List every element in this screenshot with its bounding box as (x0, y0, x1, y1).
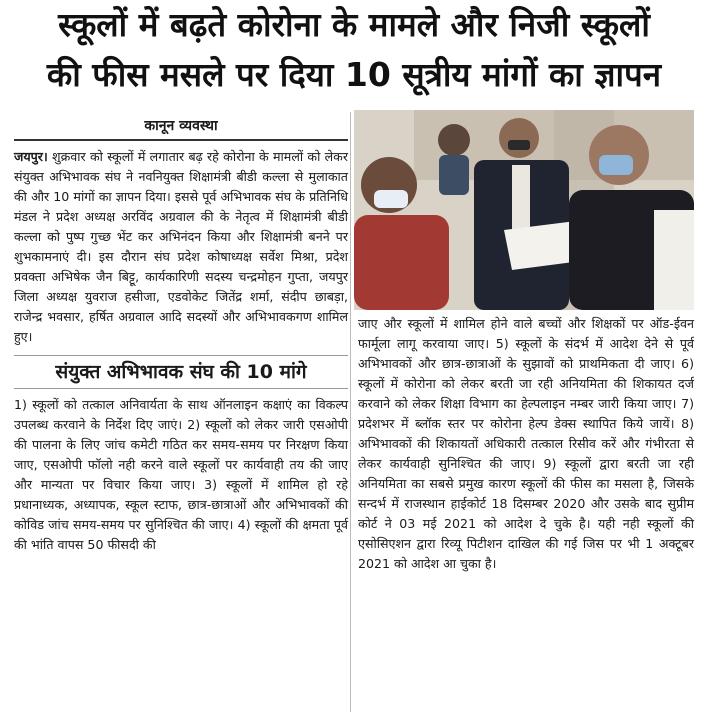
headline (0, 0, 708, 112)
demands-text-left: 1) स्कूलों को तत्काल अनिवार्यता के साथ ऑनलाइन कक्षाएं का विकल्प उपलब्ध करवाने के निर्देश दिए जाएं। 2) स्कूलों को लेकर जारी एसओपी की पालना के लिए जांच कमेटी गठित कर समय-समय पर निरक्षण किया जाए, एसओपी फॉलो नही करने वाले स्कूलों पर कार्यवाही तय की जाए और मान्यता पर विचार किया जाए। 3) स्कूलों में शामिल हो रहे प्रधानाध्यक, अध्यापक, स्कूल स्टाफ, छात्र-छात्राओं और अभिभावकों की कोविड जांच समय-समय पर सुनिश्चित की जाए। 4) स्कूलों की क्षमता पूर्व की भांति वापस 50 फीसदी की (14, 397, 348, 552)
dateline: जयपुर। (14, 149, 48, 164)
headline-line-2: की फीस मसले पर दिया 10 सूत्रीय मांगों का ज्ञापन (46, 55, 662, 94)
demands-text-right: जाए और स्कूलों में शामिल होने वाले बच्चों और शिक्षकों पर ऑड-ईवन फार्मूला लागू करवाया जाए। 5) स्कूलों के संदर्भ में आदेश देने से पूर्व अभिभावकों और छात्र-छात्राओं के सुझावों को प्राथमिकता दी जाए। 6) स्कूलों में कोरोना को लेकर बरती जा रही अनियमिता की शिकायत दर्ज करवाने को लेकर शिक्षा विभाग का हेल्पलाइन नम्बर जारी किया जाए। 7) प्रदेशभर में ब्लॉक स्तर पर कोरोना हेल्प डेक्स स्थापित किये जायें। 8) अभिभावकों की शिकायतों अधिकारी तत्काल रिसीव करें और गंभीरता से लेकर कार्यवाही सुनिश्चित की जाए। 9) स्कूलों द्वारा बरती जा रही अनियमिता का सबसे प्रमुख कारण स्कूलों की फीस का मसला है, जिसके सन्दर्भ में राजस्थान हाईकोर्ट 18 दिसम्बर 2020 और उसके बाद सुप्रीम कोर्ट ने 03 मई 2021 को आदेश दे चुके है। यही नही स्कूलों की एसोसिएशन द्वारा रिव्यू पिटीशन दाखिल की गई जिस पर भी 1 अक्टूबर 2021 को आदेश आ चुका है। (358, 316, 694, 571)
news-photo (354, 110, 694, 310)
right-column (358, 314, 694, 714)
demands-subhead: संयुक्त अभिभावक संघ की 10 मांगे (14, 355, 348, 389)
headline-line-1: स्कूलों में बढ़ते कोरोना के मामले और निजी स्कूलों (58, 5, 650, 44)
meeting-photo-illustration (354, 110, 694, 310)
intro-text: शुक्रवार को स्कूलों में लगातार बढ़ रहे कोरोना के मामलों को लेकर संयुक्त अभिभावक संघ ने नवनियुक्त शिक्षामंत्री बीडी कल्ला से मुलाकात की और 10 मांगों का ज्ञापन दिया। इससे पूर्व अभिभावक संघ के प्रतिनिधि मंडल ने प्रदेश अध्यक्ष अरविंद अग्रवाल की के नेतृत्व में शिक्षामंत्री बीडी कल्ला को पुष्प गुच्छ भेंट कर अभिनंदन किया और शिक्षामंत्री बनने पर शुभकामनाएं दी। इस दौरान संघ प्रदेश कोषाध्यक्ष सर्वेश मिश्रा, प्रदेश प्रवक्ता अभिषेक जैन बिट्टू, कार्यकारिणी सदस्य चन्द्रमोहन गुप्ता, जयपुर जिला अध्यक्ष युवराज हसीजा, एडवोकेट जितेंद्र शर्मा, संदीप छाबड़ा, राजेन्द्र भवसार, हर्षित अग्रवाल आदि सदस्यों और अभिभावकगण शामिल हुए। (14, 149, 348, 344)
column-divider (350, 112, 351, 712)
article-intro (14, 147, 348, 347)
left-column (14, 112, 348, 726)
section-kicker: कानून व्यवस्था (14, 112, 348, 141)
